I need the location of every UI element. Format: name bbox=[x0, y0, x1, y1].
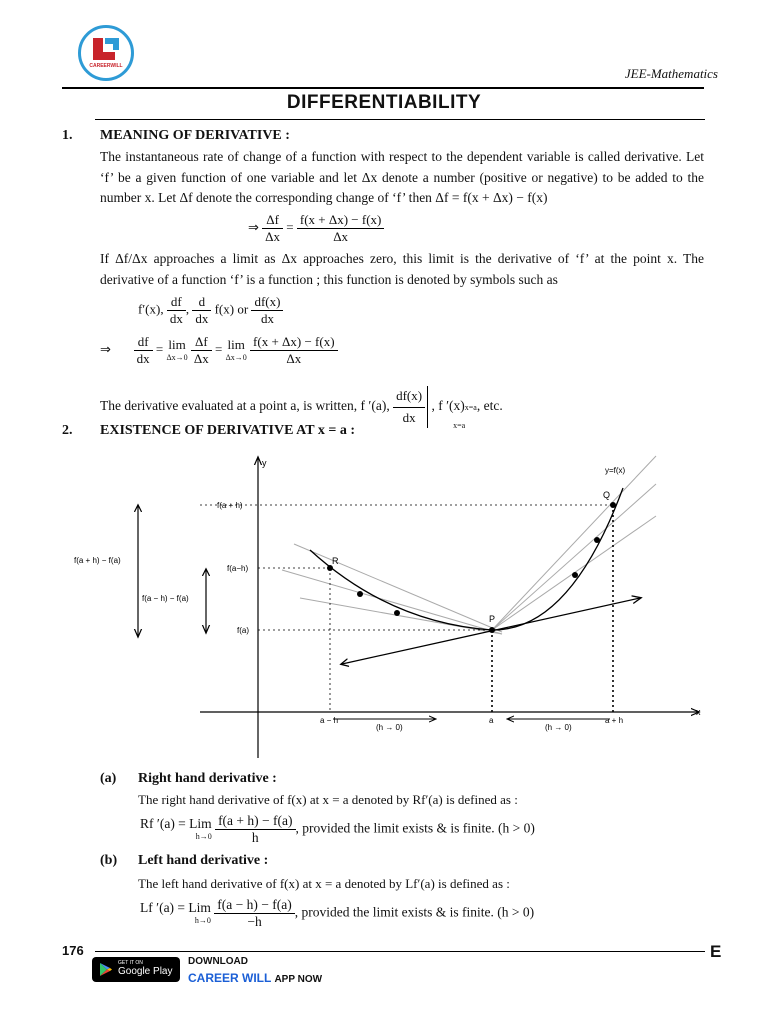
tick-a: a bbox=[489, 716, 494, 725]
title-divider bbox=[95, 119, 705, 120]
function-curve bbox=[310, 488, 623, 630]
play-store-icon bbox=[99, 962, 113, 977]
secant-line bbox=[294, 544, 502, 632]
section-heading: EXISTENCE OF DERIVATIVE AT x = a : bbox=[100, 423, 355, 438]
header-divider bbox=[62, 87, 704, 89]
page-title: DIFFERENTIABILITY bbox=[286, 92, 482, 113]
point bbox=[572, 572, 578, 578]
label-left-difference: f(a − h) − f(a) bbox=[142, 594, 189, 603]
footer-divider bbox=[95, 951, 705, 952]
point-q bbox=[610, 502, 616, 508]
paragraph-point-derivative: The derivative evaluated at a point a, is written, f ′(a), $\frac{df(x)}{dx}$ x=a , f ′(x)x=a, etc. bbox=[100, 386, 503, 428]
sublabel-b: (b) bbox=[100, 853, 118, 868]
evaluated-at: x=a bbox=[453, 421, 466, 430]
equation-limit: ⇒ $\frac{df}{dx}$ = lim Δx→0 $\frac{\Delta f}{\Delta x}$ = lim Δx→0 $\frac{f(x + \Delta x) - f(x)}{\Delta x}$ bbox=[100, 334, 338, 367]
brand-name: CAREER WILL bbox=[188, 971, 272, 985]
logo-text: CAREERWILL bbox=[89, 63, 123, 69]
google-play-badge[interactable] bbox=[92, 957, 180, 982]
label-p: P bbox=[489, 614, 496, 624]
subject-label: JEE-Mathematics bbox=[624, 66, 718, 81]
point bbox=[394, 610, 400, 616]
page-number: 176 bbox=[62, 943, 84, 958]
tick-a-plus-h: a + h bbox=[605, 716, 624, 725]
left-derivative-heading: Left hand derivative : bbox=[138, 853, 269, 868]
tick-f-a-minus-h: f(a−h) bbox=[227, 564, 249, 573]
section-heading: MEANING OF DERIVATIVE : bbox=[100, 128, 290, 143]
equation-notations: f′(x), $\frac{df}{dx}$ , $\frac{d}{dx}$ f(x) or $\frac{df(x)}{dx}$ bbox=[138, 294, 283, 327]
point bbox=[357, 591, 363, 597]
label-right-difference: f(a + h) − f(a) bbox=[74, 556, 121, 565]
label-q: Q bbox=[603, 490, 611, 500]
eq-num: Δf bbox=[262, 212, 283, 229]
tick-a-minus-h: a − h bbox=[320, 716, 339, 725]
right-derivative-formula: Rf ′(a) = Lim h→0 $\frac{f(a + h) - f(a)}{h}$ , provided the limit exists & is finite. (h > 0) bbox=[140, 813, 535, 845]
x-axis-label: x bbox=[696, 707, 701, 717]
edition-letter: E bbox=[710, 942, 722, 961]
logo-mark-icon bbox=[91, 36, 121, 62]
lim-text: lim bbox=[168, 336, 186, 352]
gp-small-text: GET IT ON bbox=[118, 960, 143, 966]
download-label: DOWNLOAD bbox=[188, 956, 248, 967]
eq-den: Δx bbox=[265, 229, 281, 244]
app-now-text: APP NOW bbox=[274, 974, 323, 985]
lim-sub: Δx→0 bbox=[166, 352, 188, 362]
sublabel-a: (a) bbox=[100, 771, 117, 786]
derivative-graph bbox=[60, 448, 710, 760]
secant-line bbox=[282, 570, 502, 634]
paragraph: If Δf/Δx approaches a limit as Δx approaches zero, this limit is the derivative of ‘f’ at the point x. The derivative of a function ‘f’ is a function ; this function is denoted by symbols such as bbox=[100, 251, 704, 287]
label-r: R bbox=[332, 556, 339, 566]
approach-label-left: (h → 0) bbox=[376, 723, 403, 732]
paragraph: The instantaneous rate of change of a function with respect to the dependent variable is called derivative. Let ‘f’ be a given function of one variable and let Δx denote a number (positive or negative) to be added to the number x. Let Δf denote the corresponding change of ‘f’ then Δf = f(x + Δx) − f(x) bbox=[100, 149, 704, 205]
tick-f-a: f(a) bbox=[237, 626, 249, 635]
lim-text: lim bbox=[227, 336, 245, 352]
secant-line bbox=[492, 456, 656, 630]
download-app-link[interactable] bbox=[188, 971, 322, 985]
lim-sub: Δx→0 bbox=[225, 352, 247, 362]
curve-label: y=f(x) bbox=[605, 466, 626, 475]
section-number: 1. bbox=[62, 128, 73, 143]
notation-or: or bbox=[237, 301, 249, 317]
secant-line bbox=[492, 484, 656, 630]
eq-den: Δx bbox=[333, 229, 349, 244]
notation-fprime: f′(x), bbox=[138, 301, 164, 317]
point-p bbox=[489, 627, 495, 633]
tick-f-a-plus-h: f(a + h) bbox=[217, 501, 243, 510]
left-derivative-text: The left hand derivative of f(x) at x = a denoted by Lf′(a) is defined as : bbox=[138, 876, 510, 891]
approach-label-right: (h → 0) bbox=[545, 723, 572, 732]
section-number: 2. bbox=[62, 423, 73, 438]
equation-delta-f: ⇒ $\frac{\Delta f}{\Delta x}$ = $\frac{f(x + \Delta x) - f(x)}{\Delta x}$ bbox=[248, 212, 384, 245]
right-derivative-heading: Right hand derivative : bbox=[138, 771, 277, 786]
careerwill-logo bbox=[78, 25, 134, 81]
point bbox=[594, 537, 600, 543]
y-axis-label: y bbox=[262, 458, 267, 468]
eq-num: f(x + Δx) − f(x) bbox=[297, 212, 385, 229]
left-derivative-formula: Lf ′(a) = Lim h→0 $\frac{f(a - h) - f(a)}{-h}$ , provided the limit exists & is finite. (h > 0) bbox=[140, 897, 535, 929]
right-derivative-text: The right hand derivative of f(x) at x = a denoted by Rf′(a) is defined as : bbox=[138, 792, 518, 807]
gp-big-text: Google Play bbox=[118, 966, 173, 977]
